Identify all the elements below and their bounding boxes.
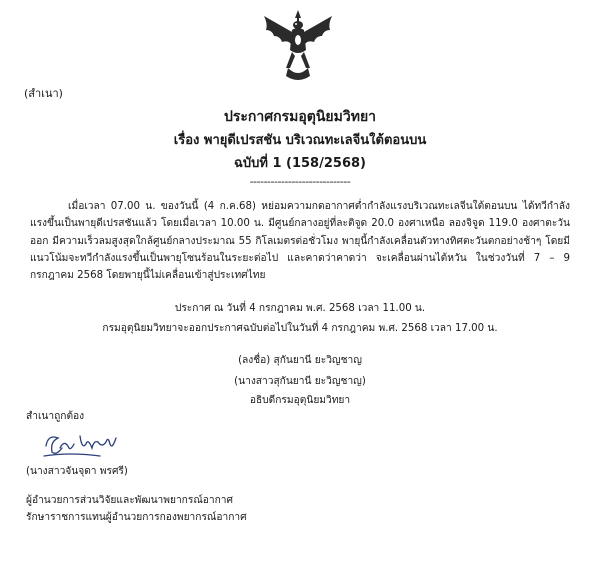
document-subject: เรื่อง พายุดีเปรสชัน บริเวณทะเลจีนใต้ตอนบน <box>173 133 427 148</box>
announcement-body: เมื่อเวลา 07.00 น. ของวันนี้ (4 ก.ค.68) หย่อมความกดอากาศต่ำกำลังแรงบริเวณทะเลจีนใต้ตอนบน ได้ทวีกำลังแรงขึ้นเป็นพายุดีเปรสชันแล้ว โดยเมื่อเวลา 10.00 น. มีศูนย์กลางอยู่ที่ละติจูด 20.0 องศาเหนือ ลองจิจูด 119.0 องศาตะวันออก มีความเร็วลมสูงสุดใกล้ศูนย์กลางประมาณ 55 กิโลเมตรต่อชั่วโมง พายุนี้กำลังเคลื่อนตัวทางทิศตะวันตกอย่างช้าๆ โดยมีแนวโน้มจะทวีกำลังแรงขึ้นเป็นพายุโซนร้อนในระยะต่อไป และคาดว่าคาดว่า จะเคลื่อนผ่านไต้หวัน ในช่วงวันที่ 7 – 9 กรกฎาคม 2568 โดยพายุนี้ไม่เคลื่อนเข้าสู่ประเทศไทย <box>30 201 570 282</box>
handwritten-signature <box>40 426 128 462</box>
document-title: ประกาศกรมอุตุนิยมวิทยา <box>223 109 377 125</box>
next-notice: กรมอุตุนิยมวิทยาจะออกประกาศฉบับต่อไปในวันที่ 4 กรกฎาคม พ.ศ. 2568 เวลา 17.00 น. <box>102 323 498 334</box>
certifier-position-1: ผู้อำนวยการส่วนวิจัยและพัฒนาพยากรณ์อากาศ <box>26 495 233 506</box>
signer-title: อธิบดีกรมอุตุนิยมวิทยา <box>249 395 351 406</box>
signed-line: (ลงชื่อ) สุกันยานี ยะวิญชาญ <box>238 355 362 366</box>
certifier-position-2: รักษาราชการแทนผู้อำนวยการกองพยากรณ์อากาศ <box>26 512 247 523</box>
issue-number: ฉบับที่ 1 (158/2568) <box>234 156 366 171</box>
divider-line: ----------------------------- <box>249 175 351 188</box>
announce-date: ประกาศ ณ วันที่ 4 กรกฎาคม พ.ศ. 2568 เวลา 11.00 น. <box>174 303 426 314</box>
certified-true-copy: สำเนาถูกต้อง <box>26 411 85 422</box>
copy-mark: (สำเนา) <box>24 87 63 100</box>
certifier-name: (นางสาวจันจุดา พรศรี) <box>26 466 128 477</box>
garuda-emblem <box>258 6 338 86</box>
signer-name: (นางสาวสุกันยานี ยะวิญชาญ) <box>234 376 366 387</box>
